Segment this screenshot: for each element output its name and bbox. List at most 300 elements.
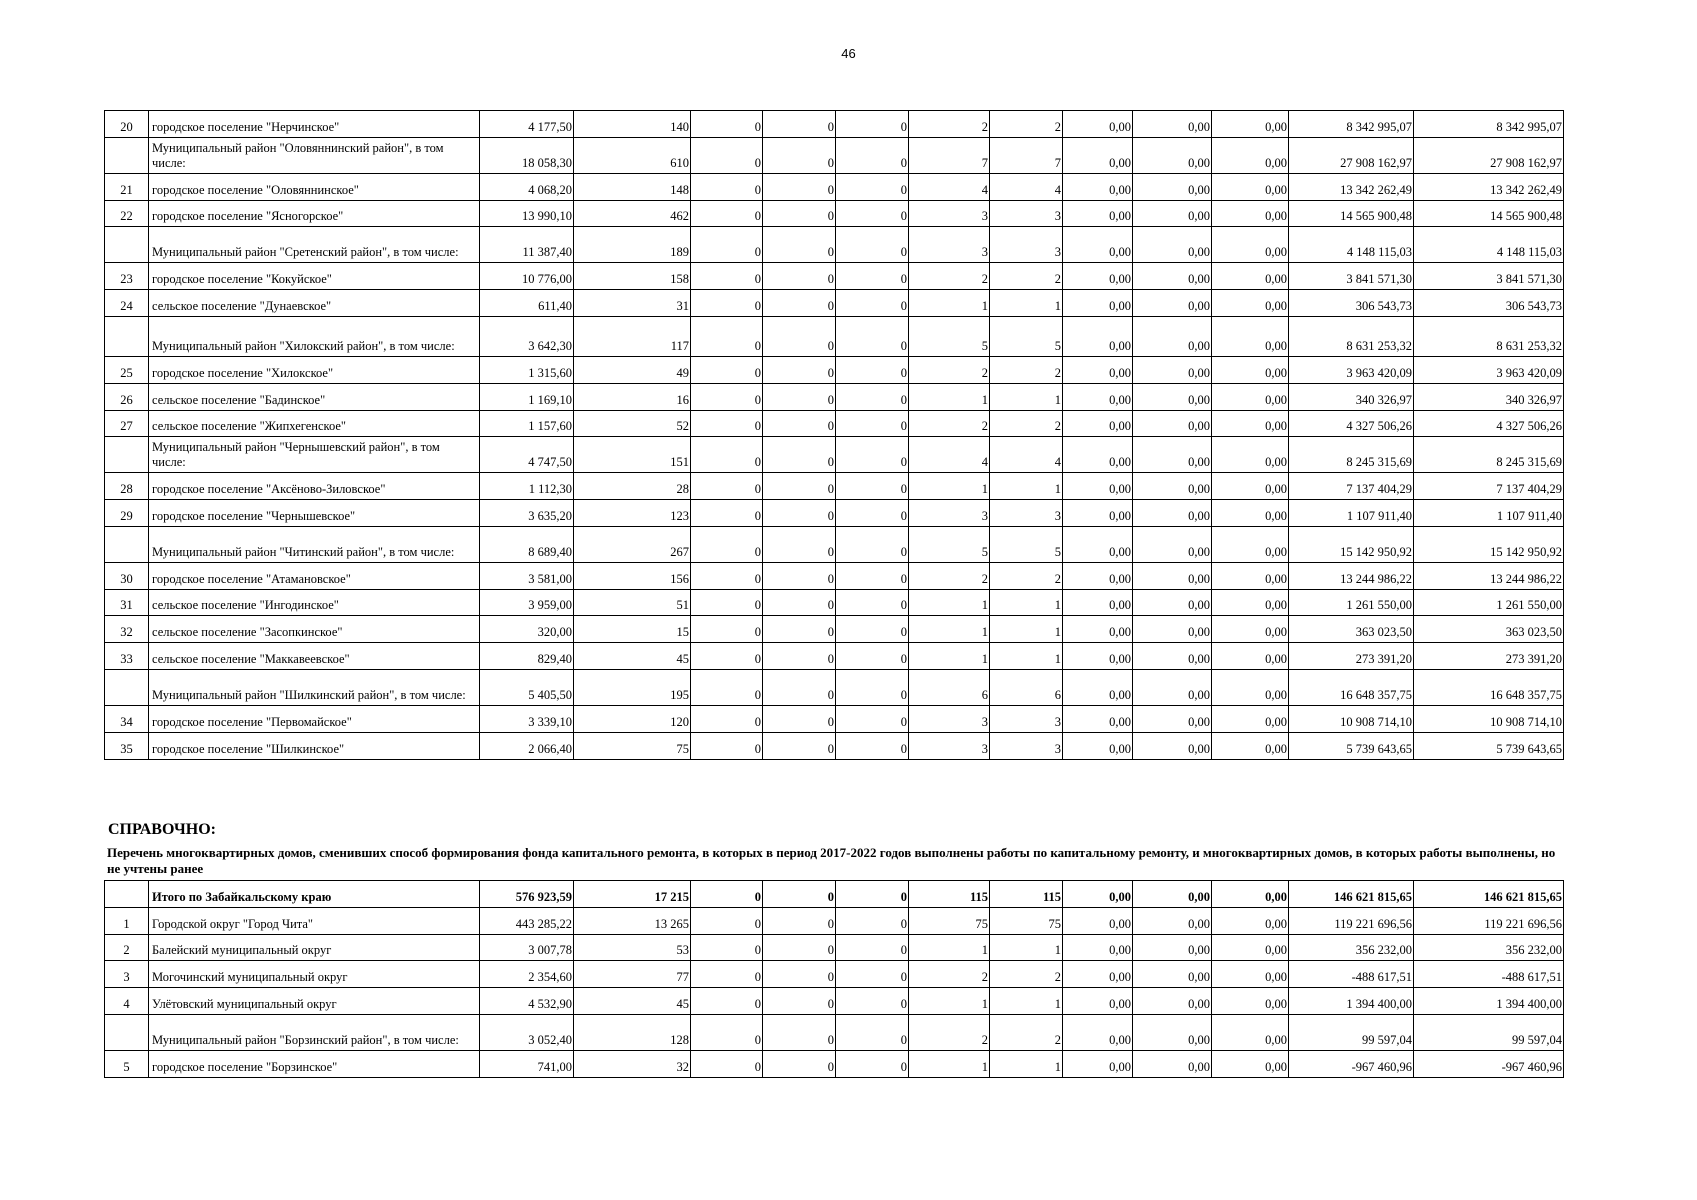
value-cell: 27 908 162,97 bbox=[1414, 138, 1564, 174]
value-cell: 0,00 bbox=[1212, 1015, 1289, 1051]
value-cell: 1 bbox=[990, 616, 1063, 643]
value-cell: 0 bbox=[836, 473, 909, 500]
value-cell: 3 007,78 bbox=[480, 935, 574, 961]
value-cell: 3 963 420,09 bbox=[1289, 357, 1414, 384]
value-cell: 0,00 bbox=[1063, 908, 1133, 935]
value-cell: 273 391,20 bbox=[1289, 643, 1414, 670]
value-cell: 0,00 bbox=[1212, 670, 1289, 706]
value-cell: 0 bbox=[836, 988, 909, 1015]
value-cell: 5 bbox=[990, 527, 1063, 563]
value-cell: 0 bbox=[836, 437, 909, 473]
value-cell: 18 058,30 bbox=[480, 138, 574, 174]
value-cell: 2 bbox=[909, 411, 990, 437]
value-cell: 0 bbox=[691, 437, 763, 473]
value-cell: 0,00 bbox=[1212, 908, 1289, 935]
value-cell: 51 bbox=[574, 590, 691, 616]
value-cell: 13 342 262,49 bbox=[1289, 174, 1414, 201]
value-cell: 4 068,20 bbox=[480, 174, 574, 201]
value-cell: 0 bbox=[691, 111, 763, 138]
value-cell: 0 bbox=[763, 670, 836, 706]
value-cell: 0,00 bbox=[1063, 317, 1133, 357]
value-cell: 0 bbox=[691, 317, 763, 357]
value-cell: 2 bbox=[909, 1015, 990, 1051]
row-number-cell bbox=[105, 527, 149, 563]
value-cell: 10 776,00 bbox=[480, 263, 574, 290]
value-cell: 1 bbox=[990, 643, 1063, 670]
value-cell: 1 bbox=[990, 935, 1063, 961]
value-cell: 0 bbox=[836, 733, 909, 760]
value-cell: 0,00 bbox=[1133, 317, 1212, 357]
value-cell: 148 bbox=[574, 174, 691, 201]
value-cell: 120 bbox=[574, 706, 691, 733]
value-cell: 0,00 bbox=[1133, 437, 1212, 473]
value-cell: 3 642,30 bbox=[480, 317, 574, 357]
value-cell: 0,00 bbox=[1212, 138, 1289, 174]
name-cell: Муниципальный район "Оловяннинский район", в том числе: bbox=[149, 138, 480, 174]
value-cell: 0 bbox=[691, 908, 763, 935]
value-cell: 0 bbox=[763, 881, 836, 908]
name-cell: городское поселение "Первомайское" bbox=[149, 706, 480, 733]
row-number-cell bbox=[105, 670, 149, 706]
name-cell: Муниципальный район "Хилокский район", в том числе: bbox=[149, 317, 480, 357]
value-cell: 1 107 911,40 bbox=[1289, 500, 1414, 527]
table-row bbox=[105, 706, 1564, 733]
table-row bbox=[105, 473, 1564, 500]
value-cell: 0,00 bbox=[1212, 961, 1289, 988]
table-row bbox=[105, 384, 1564, 411]
value-cell: 0 bbox=[836, 935, 909, 961]
value-cell: 0,00 bbox=[1063, 616, 1133, 643]
name-cell: городское поселение "Нерчинское" bbox=[149, 111, 480, 138]
value-cell: 0 bbox=[691, 290, 763, 317]
value-cell: 0 bbox=[836, 881, 909, 908]
value-cell: 0 bbox=[836, 357, 909, 384]
value-cell: 0 bbox=[836, 643, 909, 670]
value-cell: 1 107 911,40 bbox=[1414, 500, 1564, 527]
value-cell: 14 565 900,48 bbox=[1414, 201, 1564, 227]
value-cell: 75 bbox=[574, 733, 691, 760]
value-cell: 3 bbox=[990, 500, 1063, 527]
value-cell: 0 bbox=[691, 590, 763, 616]
value-cell: 363 023,50 bbox=[1289, 616, 1414, 643]
value-cell: -488 617,51 bbox=[1414, 961, 1564, 988]
value-cell: 5 bbox=[990, 317, 1063, 357]
value-cell: 1 315,60 bbox=[480, 357, 574, 384]
table-row bbox=[105, 411, 1564, 437]
value-cell: 0 bbox=[836, 263, 909, 290]
row-number-cell: 3 bbox=[105, 961, 149, 988]
row-number-cell: 26 bbox=[105, 384, 149, 411]
value-cell: 0 bbox=[836, 527, 909, 563]
value-cell: 7 137 404,29 bbox=[1414, 473, 1564, 500]
value-cell: 1 bbox=[909, 616, 990, 643]
table-row bbox=[105, 563, 1564, 590]
value-cell: 3 bbox=[990, 227, 1063, 263]
value-cell: 2 bbox=[990, 357, 1063, 384]
value-cell: 0 bbox=[763, 357, 836, 384]
value-cell: 3 bbox=[909, 227, 990, 263]
value-cell: 0 bbox=[763, 961, 836, 988]
value-cell: 3 581,00 bbox=[480, 563, 574, 590]
value-cell: 0,00 bbox=[1063, 563, 1133, 590]
value-cell: 356 232,00 bbox=[1289, 935, 1414, 961]
value-cell: 11 387,40 bbox=[480, 227, 574, 263]
reference-table-body bbox=[105, 881, 1564, 1078]
value-cell: 0,00 bbox=[1133, 881, 1212, 908]
table-row bbox=[105, 227, 1564, 263]
value-cell: 0 bbox=[836, 670, 909, 706]
value-cell: 0,00 bbox=[1063, 988, 1133, 1015]
value-cell: 7 bbox=[990, 138, 1063, 174]
table-row bbox=[105, 988, 1564, 1015]
value-cell: -967 460,96 bbox=[1414, 1051, 1564, 1078]
value-cell: 1 bbox=[990, 590, 1063, 616]
value-cell: 0,00 bbox=[1063, 263, 1133, 290]
value-cell: 0 bbox=[836, 500, 909, 527]
name-cell: Могочинский муниципальный округ bbox=[149, 961, 480, 988]
value-cell: 0,00 bbox=[1212, 357, 1289, 384]
value-cell: 8 689,40 bbox=[480, 527, 574, 563]
row-number-cell: 30 bbox=[105, 563, 149, 590]
value-cell: 3 635,20 bbox=[480, 500, 574, 527]
name-cell: городское поселение "Борзинское" bbox=[149, 1051, 480, 1078]
name-cell: сельское поселение "Засопкинское" bbox=[149, 616, 480, 643]
value-cell: 123 bbox=[574, 500, 691, 527]
value-cell: 0,00 bbox=[1133, 527, 1212, 563]
value-cell: 0,00 bbox=[1133, 908, 1212, 935]
value-cell: 0,00 bbox=[1063, 174, 1133, 201]
value-cell: 8 631 253,32 bbox=[1414, 317, 1564, 357]
value-cell: 0 bbox=[763, 988, 836, 1015]
value-cell: 0,00 bbox=[1212, 263, 1289, 290]
value-cell: 0 bbox=[836, 1015, 909, 1051]
table-row bbox=[105, 437, 1564, 473]
value-cell: 0,00 bbox=[1133, 961, 1212, 988]
name-cell: Балейский муниципальный округ bbox=[149, 935, 480, 961]
value-cell: 0 bbox=[763, 706, 836, 733]
value-cell: 10 908 714,10 bbox=[1289, 706, 1414, 733]
row-number-cell: 33 bbox=[105, 643, 149, 670]
value-cell: 0 bbox=[836, 138, 909, 174]
value-cell: 0 bbox=[691, 174, 763, 201]
row-number-cell: 28 bbox=[105, 473, 149, 500]
value-cell: 75 bbox=[990, 908, 1063, 935]
value-cell: 0,00 bbox=[1212, 935, 1289, 961]
value-cell: 8 245 315,69 bbox=[1414, 437, 1564, 473]
value-cell: 0,00 bbox=[1063, 500, 1133, 527]
value-cell: 1 bbox=[909, 935, 990, 961]
value-cell: 8 245 315,69 bbox=[1289, 437, 1414, 473]
value-cell: 2 066,40 bbox=[480, 733, 574, 760]
name-cell: городское поселение "Кокуйское" bbox=[149, 263, 480, 290]
value-cell: 3 bbox=[909, 500, 990, 527]
value-cell: 6 bbox=[990, 670, 1063, 706]
row-number-cell bbox=[105, 437, 149, 473]
value-cell: 0 bbox=[836, 317, 909, 357]
value-cell: 52 bbox=[574, 411, 691, 437]
table-row bbox=[105, 961, 1564, 988]
name-cell: Итого по Забайкальскому краю bbox=[149, 881, 480, 908]
value-cell: 0,00 bbox=[1133, 263, 1212, 290]
value-cell: 0,00 bbox=[1063, 473, 1133, 500]
value-cell: 0,00 bbox=[1212, 437, 1289, 473]
value-cell: 119 221 696,56 bbox=[1289, 908, 1414, 935]
value-cell: 0,00 bbox=[1063, 111, 1133, 138]
value-cell: 0,00 bbox=[1212, 174, 1289, 201]
main-table-body bbox=[105, 111, 1564, 760]
value-cell: 0,00 bbox=[1133, 384, 1212, 411]
value-cell: 0 bbox=[691, 1051, 763, 1078]
value-cell: 16 648 357,75 bbox=[1414, 670, 1564, 706]
value-cell: 0 bbox=[836, 706, 909, 733]
value-cell: 10 908 714,10 bbox=[1414, 706, 1564, 733]
value-cell: 443 285,22 bbox=[480, 908, 574, 935]
value-cell: 4 327 506,26 bbox=[1414, 411, 1564, 437]
row-number-cell: 2 bbox=[105, 935, 149, 961]
value-cell: 0,00 bbox=[1133, 616, 1212, 643]
table-row bbox=[105, 616, 1564, 643]
name-cell: Муниципальный район "Читинский район", в том числе: bbox=[149, 527, 480, 563]
value-cell: 320,00 bbox=[480, 616, 574, 643]
row-number-cell: 25 bbox=[105, 357, 149, 384]
value-cell: 0 bbox=[763, 411, 836, 437]
row-number-cell bbox=[105, 138, 149, 174]
value-cell: 5 739 643,65 bbox=[1414, 733, 1564, 760]
value-cell: 0 bbox=[836, 111, 909, 138]
value-cell: 151 bbox=[574, 437, 691, 473]
value-cell: 1 bbox=[990, 473, 1063, 500]
value-cell: 17 215 bbox=[574, 881, 691, 908]
value-cell: 1 bbox=[909, 473, 990, 500]
name-cell: Улётовский муниципальный округ bbox=[149, 988, 480, 1015]
value-cell: 13 265 bbox=[574, 908, 691, 935]
value-cell: 0,00 bbox=[1212, 527, 1289, 563]
value-cell: 3 bbox=[909, 201, 990, 227]
value-cell: 0 bbox=[836, 174, 909, 201]
value-cell: 0,00 bbox=[1063, 201, 1133, 227]
value-cell: 2 bbox=[909, 263, 990, 290]
name-cell: сельское поселение "Бадинское" bbox=[149, 384, 480, 411]
value-cell: 0,00 bbox=[1133, 935, 1212, 961]
value-cell: 16 bbox=[574, 384, 691, 411]
value-cell: 0,00 bbox=[1063, 706, 1133, 733]
value-cell: 28 bbox=[574, 473, 691, 500]
value-cell: 0 bbox=[691, 563, 763, 590]
value-cell: 2 bbox=[909, 563, 990, 590]
value-cell: 0 bbox=[763, 733, 836, 760]
value-cell: 340 326,97 bbox=[1289, 384, 1414, 411]
table-row bbox=[105, 527, 1564, 563]
value-cell: 273 391,20 bbox=[1414, 643, 1564, 670]
value-cell: 5 bbox=[909, 317, 990, 357]
value-cell: 741,00 bbox=[480, 1051, 574, 1078]
value-cell: 0,00 bbox=[1133, 563, 1212, 590]
name-cell: городское поселение "Аксёново-Зиловское" bbox=[149, 473, 480, 500]
table-row bbox=[105, 670, 1564, 706]
value-cell: 2 bbox=[990, 411, 1063, 437]
value-cell: 115 bbox=[909, 881, 990, 908]
value-cell: 0 bbox=[763, 616, 836, 643]
value-cell: 0 bbox=[763, 317, 836, 357]
value-cell: 0 bbox=[691, 616, 763, 643]
value-cell: 2 bbox=[909, 111, 990, 138]
value-cell: 0,00 bbox=[1212, 317, 1289, 357]
value-cell: 4 327 506,26 bbox=[1289, 411, 1414, 437]
value-cell: 0,00 bbox=[1063, 384, 1133, 411]
value-cell: 0,00 bbox=[1133, 1051, 1212, 1078]
value-cell: 4 747,50 bbox=[480, 437, 574, 473]
value-cell: 4 bbox=[909, 437, 990, 473]
value-cell: 0,00 bbox=[1133, 111, 1212, 138]
value-cell: 1 bbox=[990, 384, 1063, 411]
value-cell: 0,00 bbox=[1133, 733, 1212, 760]
value-cell: 0 bbox=[691, 201, 763, 227]
value-cell: 0 bbox=[763, 527, 836, 563]
value-cell: 5 bbox=[909, 527, 990, 563]
value-cell: 3 bbox=[990, 733, 1063, 760]
name-cell: Муниципальный район "Шилкинский район", в том числе: bbox=[149, 670, 480, 706]
row-number-cell: 29 bbox=[105, 500, 149, 527]
value-cell: 0,00 bbox=[1212, 706, 1289, 733]
value-cell: 8 342 995,07 bbox=[1414, 111, 1564, 138]
row-number-cell: 32 bbox=[105, 616, 149, 643]
row-number-cell bbox=[105, 1015, 149, 1051]
value-cell: 0,00 bbox=[1133, 1015, 1212, 1051]
value-cell: 611,40 bbox=[480, 290, 574, 317]
value-cell: 4 bbox=[990, 437, 1063, 473]
value-cell: 1 394 400,00 bbox=[1289, 988, 1414, 1015]
row-number-cell: 34 bbox=[105, 706, 149, 733]
value-cell: 27 908 162,97 bbox=[1289, 138, 1414, 174]
value-cell: 0 bbox=[836, 908, 909, 935]
name-cell: городское поселение "Шилкинское" bbox=[149, 733, 480, 760]
value-cell: 0,00 bbox=[1212, 500, 1289, 527]
value-cell: 0 bbox=[691, 263, 763, 290]
table-row bbox=[105, 317, 1564, 357]
value-cell: 0,00 bbox=[1063, 437, 1133, 473]
name-cell: городское поселение "Ясногорское" bbox=[149, 201, 480, 227]
value-cell: -488 617,51 bbox=[1289, 961, 1414, 988]
table-row bbox=[105, 590, 1564, 616]
value-cell: 3 bbox=[909, 706, 990, 733]
value-cell: 0 bbox=[763, 1051, 836, 1078]
value-cell: 0 bbox=[691, 1015, 763, 1051]
value-cell: 267 bbox=[574, 527, 691, 563]
value-cell: 16 648 357,75 bbox=[1289, 670, 1414, 706]
value-cell: 0 bbox=[763, 590, 836, 616]
value-cell: 0 bbox=[691, 357, 763, 384]
name-cell: Муниципальный район "Борзинский район", в том числе: bbox=[149, 1015, 480, 1051]
value-cell: 0,00 bbox=[1063, 527, 1133, 563]
value-cell: 0,00 bbox=[1133, 473, 1212, 500]
value-cell: 0,00 bbox=[1133, 988, 1212, 1015]
name-cell: сельское поселение "Ингодинское" bbox=[149, 590, 480, 616]
value-cell: 0 bbox=[691, 473, 763, 500]
value-cell: 1 169,10 bbox=[480, 384, 574, 411]
value-cell: 0 bbox=[691, 227, 763, 263]
row-number-cell: 21 bbox=[105, 174, 149, 201]
value-cell: 1 394 400,00 bbox=[1414, 988, 1564, 1015]
value-cell: 356 232,00 bbox=[1414, 935, 1564, 961]
value-cell: 0 bbox=[763, 384, 836, 411]
value-cell: 0,00 bbox=[1133, 138, 1212, 174]
value-cell: 306 543,73 bbox=[1414, 290, 1564, 317]
value-cell: 4 bbox=[990, 174, 1063, 201]
value-cell: 1 261 550,00 bbox=[1289, 590, 1414, 616]
value-cell: 0 bbox=[691, 961, 763, 988]
value-cell: 0 bbox=[836, 201, 909, 227]
name-cell: сельское поселение "Дунаевское" bbox=[149, 290, 480, 317]
name-cell: городское поселение "Атамановское" bbox=[149, 563, 480, 590]
value-cell: 0 bbox=[763, 174, 836, 201]
name-cell: городское поселение "Чернышевское" bbox=[149, 500, 480, 527]
value-cell: 0,00 bbox=[1063, 935, 1133, 961]
value-cell: 53 bbox=[574, 935, 691, 961]
value-cell: 0,00 bbox=[1212, 616, 1289, 643]
value-cell: 0 bbox=[836, 384, 909, 411]
value-cell: 13 244 986,22 bbox=[1414, 563, 1564, 590]
value-cell: 1 157,60 bbox=[480, 411, 574, 437]
name-cell: Муниципальный район "Сретенский район", в том числе: bbox=[149, 227, 480, 263]
table-row bbox=[105, 733, 1564, 760]
table-row bbox=[105, 201, 1564, 227]
reference-description: Перечень многоквартирных домов, сменивших способ формирования фонда капитального ремонта, в которых в период 2017-2022 годов выполнены работы по капитальному ремонту, и многоквартирных домов, в которых работы выполнены, но не учтены ранее bbox=[107, 845, 1556, 876]
value-cell: 195 bbox=[574, 670, 691, 706]
table-row bbox=[105, 138, 1564, 174]
value-cell: 3 bbox=[990, 201, 1063, 227]
table-row bbox=[105, 908, 1564, 935]
value-cell: 7 bbox=[909, 138, 990, 174]
table-row bbox=[105, 290, 1564, 317]
value-cell: 0,00 bbox=[1133, 500, 1212, 527]
name-cell: сельское поселение "Жипхегенское" bbox=[149, 411, 480, 437]
value-cell: 2 bbox=[990, 961, 1063, 988]
table-row bbox=[105, 263, 1564, 290]
value-cell: 140 bbox=[574, 111, 691, 138]
value-cell: 115 bbox=[990, 881, 1063, 908]
value-cell: 0 bbox=[763, 1015, 836, 1051]
value-cell: 0 bbox=[763, 563, 836, 590]
value-cell: 0 bbox=[836, 227, 909, 263]
value-cell: 15 142 950,92 bbox=[1289, 527, 1414, 563]
table-row bbox=[105, 1051, 1564, 1078]
name-cell: Муниципальный район "Чернышевский район", в том числе: bbox=[149, 437, 480, 473]
value-cell: 15 bbox=[574, 616, 691, 643]
value-cell: 0 bbox=[691, 988, 763, 1015]
value-cell: 1 bbox=[909, 290, 990, 317]
value-cell: 0,00 bbox=[1212, 411, 1289, 437]
value-cell: 32 bbox=[574, 1051, 691, 1078]
page-number: 46 bbox=[841, 46, 856, 61]
value-cell: 1 261 550,00 bbox=[1414, 590, 1564, 616]
value-cell: 1 bbox=[990, 290, 1063, 317]
value-cell: 0,00 bbox=[1133, 227, 1212, 263]
value-cell: 1 bbox=[990, 988, 1063, 1015]
value-cell: 2 354,60 bbox=[480, 961, 574, 988]
value-cell: 0,00 bbox=[1063, 961, 1133, 988]
value-cell: 0 bbox=[763, 500, 836, 527]
value-cell: 45 bbox=[574, 643, 691, 670]
value-cell: 14 565 900,48 bbox=[1289, 201, 1414, 227]
value-cell: 0 bbox=[763, 935, 836, 961]
value-cell: 462 bbox=[574, 201, 691, 227]
name-cell: городское поселение "Хилокское" bbox=[149, 357, 480, 384]
value-cell: 0,00 bbox=[1063, 357, 1133, 384]
value-cell: 5 739 643,65 bbox=[1289, 733, 1414, 760]
value-cell: 0 bbox=[763, 111, 836, 138]
value-cell: 0,00 bbox=[1212, 227, 1289, 263]
value-cell: 0 bbox=[691, 527, 763, 563]
